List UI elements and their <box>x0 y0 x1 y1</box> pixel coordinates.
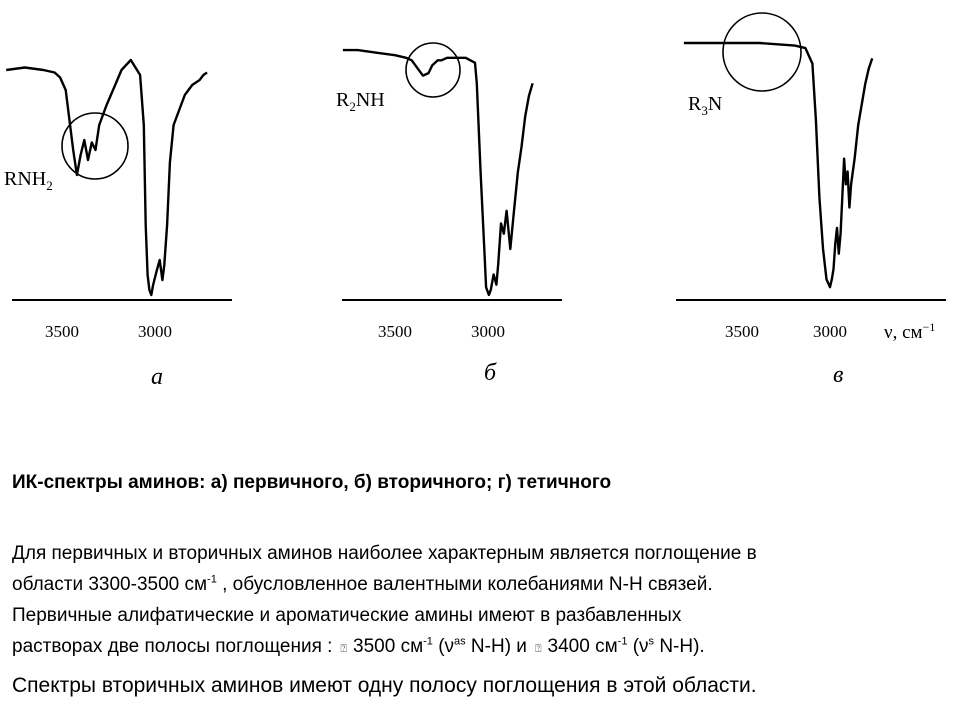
summary-line: Спектры вторичных аминов имеют одну полосу поглощения в этой области. <box>12 674 757 697</box>
tick-label-1-1: 3500 <box>45 322 79 341</box>
tick-label-1-2: 3000 <box>138 322 172 341</box>
spectrum-line-3 <box>684 43 872 287</box>
missing-glyph-icon: ⍰ <box>340 643 348 655</box>
paragraph-line-3: Первичные алифатические и ароматические амины имеют в разбавленных <box>12 605 682 626</box>
text-fragment: N-H). <box>654 636 705 657</box>
tick-label-2-1: 3500 <box>378 322 412 341</box>
superscript: -1 <box>423 635 433 648</box>
compound-label-a: $RNH_2$ <box>4 168 53 193</box>
tick-label-3-1: 3500 <box>725 322 759 341</box>
text-fragment: растворах две полосы поглощения : <box>12 636 333 657</box>
figure-caption: ИК-спектры аминов: а) первичного, б) вторичного; г) тетичного <box>12 472 612 493</box>
compound-label-b: $R_2NH$ <box>336 89 385 114</box>
missing-glyph-icon: ⍰ <box>534 643 542 655</box>
superscript: -1 <box>207 573 217 586</box>
tick-label-3-2: 3000 <box>813 322 847 341</box>
text-fragment: (ν <box>432 636 455 657</box>
paragraph-line-2 <box>12 569 952 600</box>
text-fragment: N-H) и <box>465 636 527 657</box>
spectrum-line-2 <box>343 50 533 295</box>
panel-letter-c: в <box>833 362 844 388</box>
x-axis-unit-label: ν, $см^{-1}$ <box>884 320 936 343</box>
tick-label-2-2: 3000 <box>471 322 505 341</box>
highlight-circle-b <box>406 43 460 97</box>
panel-letter-b: б <box>484 360 497 386</box>
text-fragment: 3400 см <box>547 636 618 657</box>
spectrum-panel-b <box>336 43 562 386</box>
text-fragment: 3500 см <box>353 636 424 657</box>
text-fragment: , обусловленное валентными колебаниями N-H связей. <box>216 574 713 595</box>
spectrum-panel-a <box>4 60 232 390</box>
spectrum-panel-c <box>676 13 946 388</box>
compound-label-c: $R_3N$ <box>688 93 723 118</box>
superscript: -1 <box>617 635 628 648</box>
highlight-circle-c <box>723 13 801 91</box>
paragraph-line-4 <box>12 631 952 665</box>
text-fragment: (ν <box>627 636 649 657</box>
panel-letter-a: а <box>151 364 163 390</box>
description-paragraph <box>12 538 952 665</box>
paragraph-line-1: Для первичных и вторичных аминов наиболее характерным является поглощение в <box>12 543 757 564</box>
superscript: s <box>648 635 655 648</box>
text-fragment: области 3300-3500 см <box>12 574 208 595</box>
superscript: as <box>454 635 466 648</box>
